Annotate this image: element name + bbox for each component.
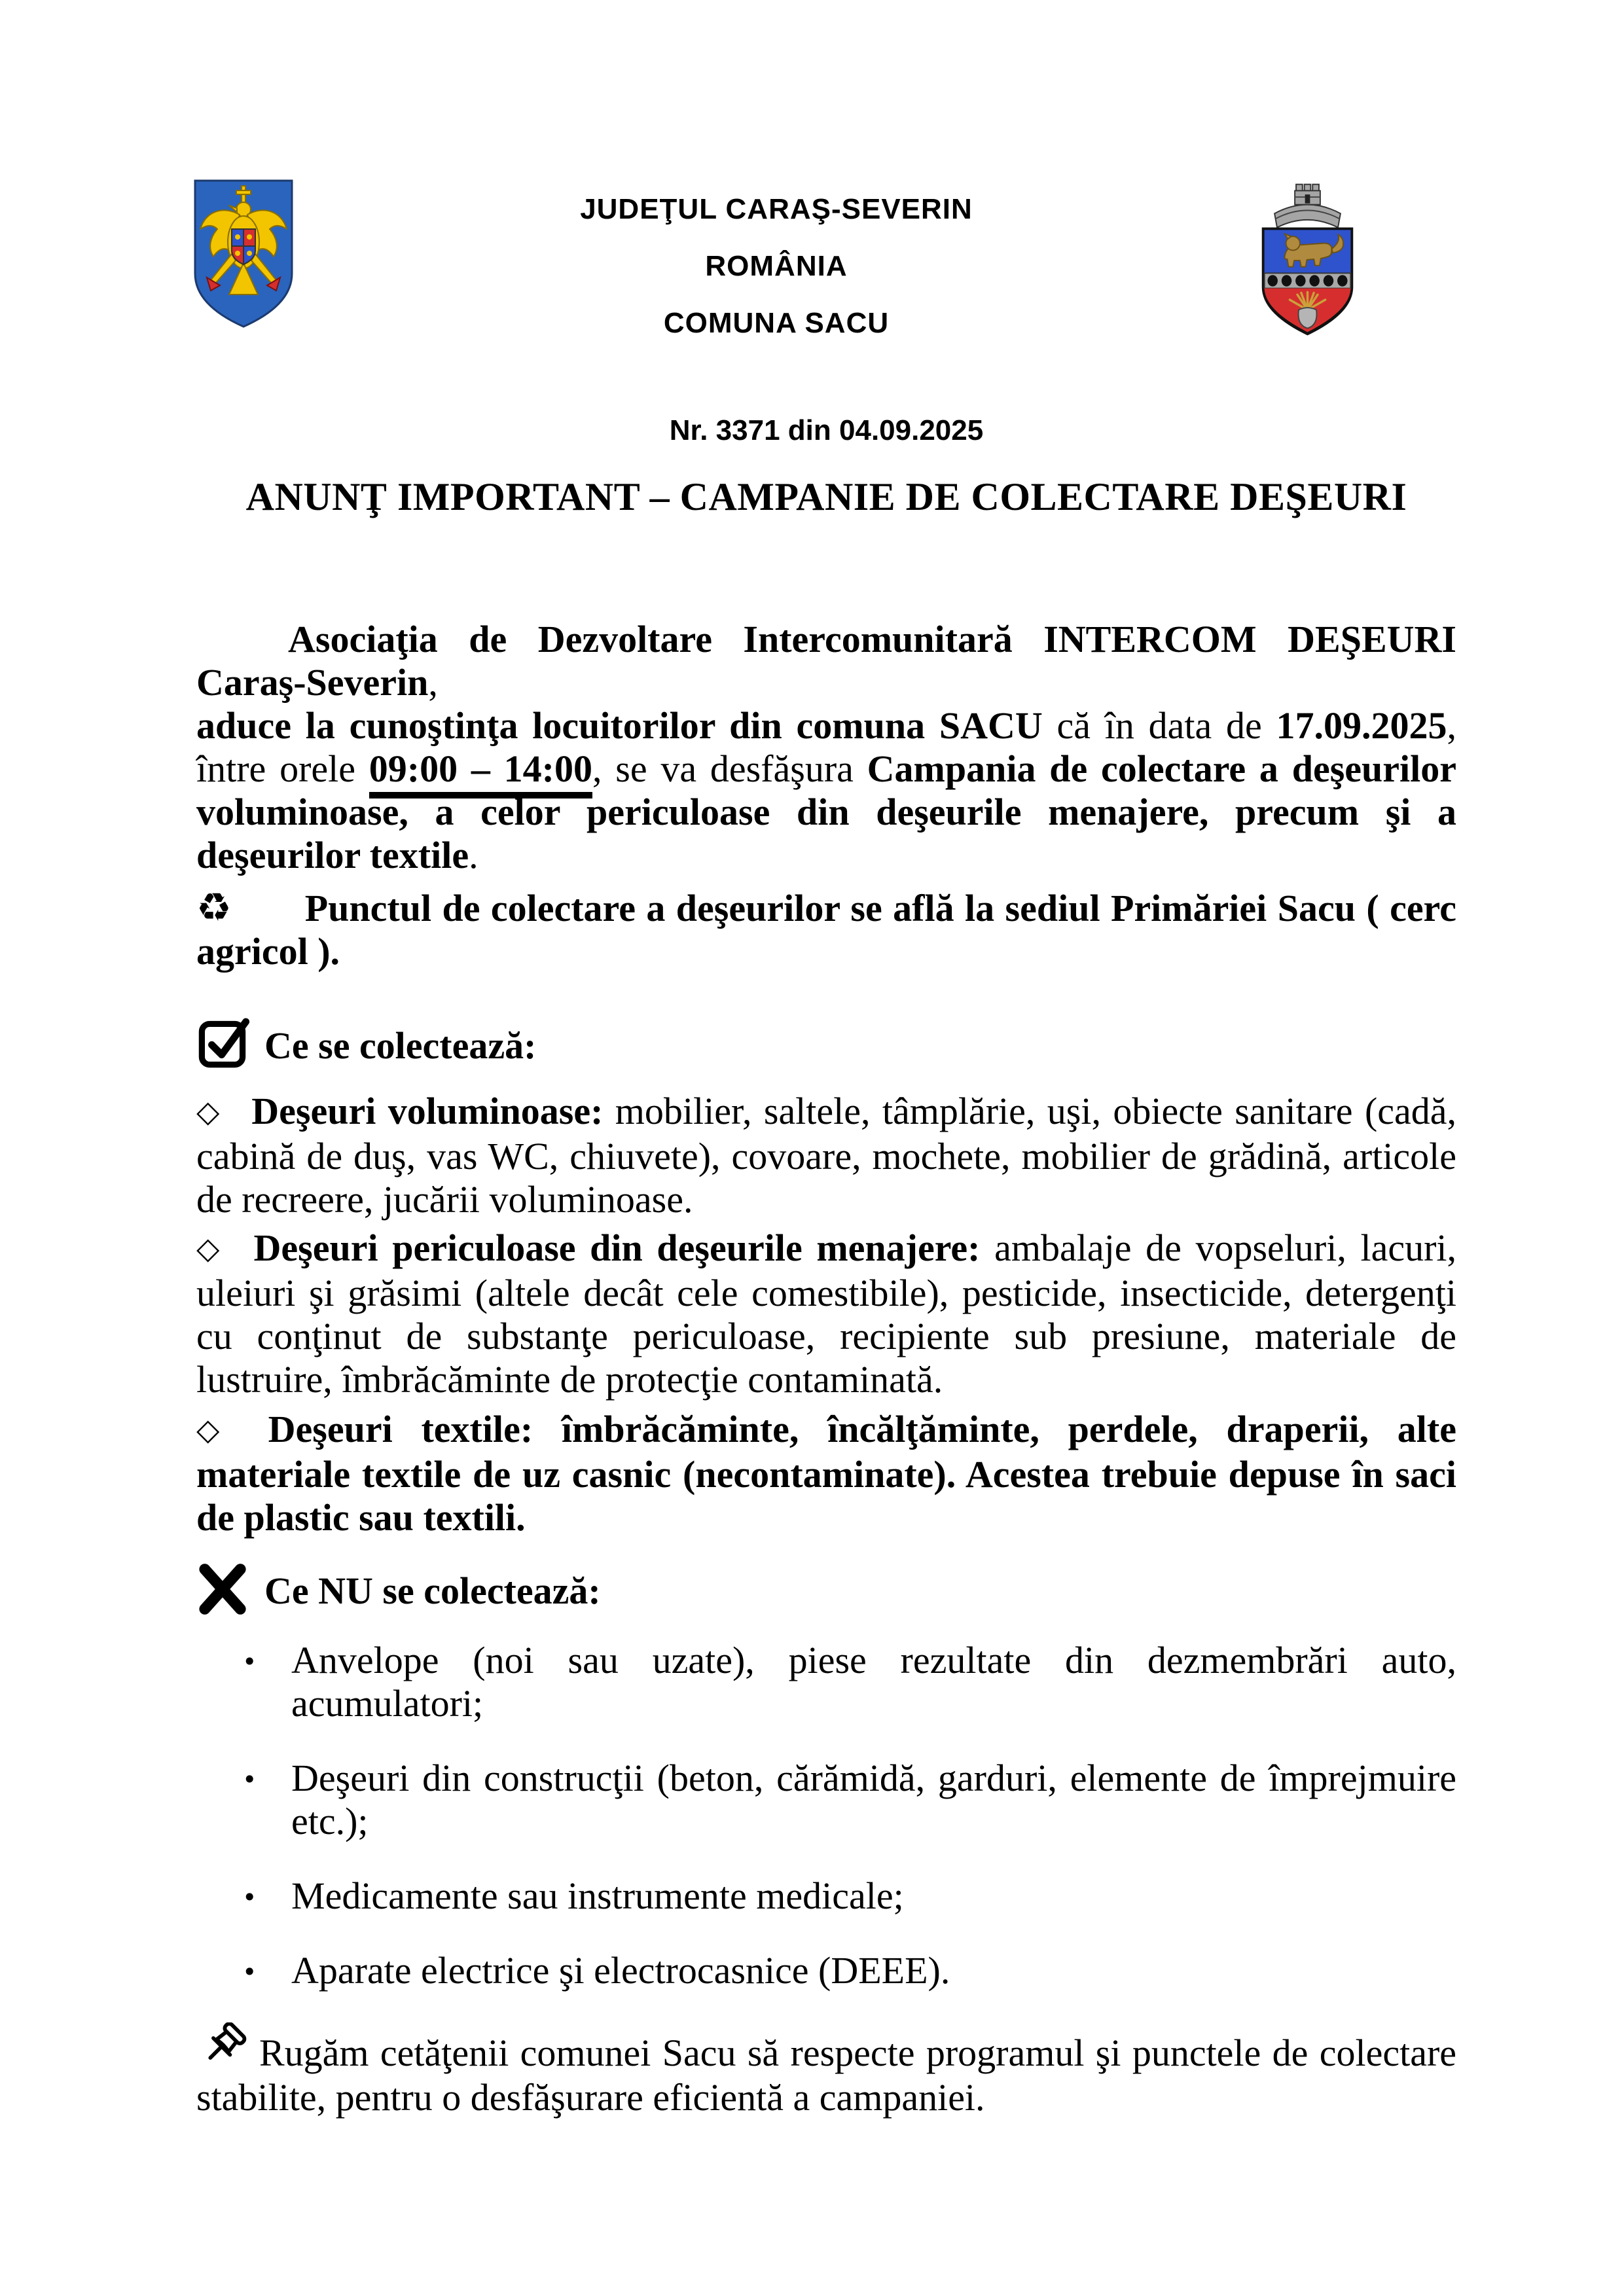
bullet-icon: •	[242, 1765, 257, 1794]
waste-category-textile	[196, 1408, 1456, 1539]
collection-point-text: Punctul de colectare a deşeurilor se află la sediul Primăriei Sacu ( cerc agricol ).	[196, 887, 1456, 973]
not-collect-heading	[196, 1562, 1456, 1621]
x-mark-icon	[196, 1563, 249, 1615]
county-name: JUDEŢUL CARAŞ-SEVERIN	[580, 193, 973, 225]
closing-text: Rugăm cetăţenii comunei Sacu să respecte programul şi punctele de colectare stabilite, pentru o desfăşurare eficientă a campaniei.	[196, 2032, 1456, 2119]
excluded-list	[196, 1639, 1456, 1992]
excluded-item-text: Anvelope (noi sau uzate), piese rezultate din dezmembrări auto, acumulatori;	[291, 1639, 1456, 1725]
collection-point-paragraph	[196, 886, 1456, 973]
diamond-bullet-icon: ◇	[196, 1230, 225, 1266]
header-text-block	[296, 177, 1257, 351]
document-number: Nr. 3371 din 04.09.2025	[669, 414, 984, 446]
document-header	[196, 177, 1456, 351]
waste-category-bulky	[196, 1090, 1456, 1221]
excluded-item	[196, 1757, 1456, 1843]
recycle-icon: ♻	[196, 885, 233, 931]
checkbox-checked-icon	[196, 1015, 251, 1070]
pushpin-icon	[196, 2022, 250, 2076]
excluded-item-text: Deşeuri din construcţii (beton, cărămidă, garduri, elemente de împrejmuire etc.);	[291, 1757, 1456, 1842]
waste-category-bulky-text: Deşeuri voluminoase: mobilier, saltele, tâmplărie, uşi, obiecte sanitare (cadă, cabină de duş, vas WC, chiuvete), covoare, mochete, mobilier de grădină, articole de recreere, jucării voluminoase.	[196, 1090, 1456, 1221]
not-collect-heading-text: Ce NU se colectează:	[264, 1570, 601, 1612]
waste-category-textile-text: Deşeuri textile: îmbrăcăminte, încălţăminte, perdele, draperii, alte materiale textile de uz casnic (necontaminate). Acestea trebuie depuse în saci de plastic sau textili.	[196, 1408, 1456, 1539]
country-name: ROMÂNIA	[705, 250, 848, 282]
bullet-icon: •	[242, 1647, 257, 1676]
diamond-bullet-icon: ◇	[196, 1094, 223, 1129]
closing-paragraph	[196, 2022, 1456, 2119]
waste-category-hazardous	[196, 1227, 1456, 1401]
commune-name: COMUNA SACU	[663, 307, 890, 339]
bullet-icon: •	[242, 1883, 257, 1912]
collect-heading	[196, 1015, 1456, 1075]
excluded-item	[196, 1639, 1456, 1725]
diamond-bullet-icon: ◇	[196, 1412, 239, 1447]
excluded-item-text: Medicamente sau instrumente medicale;	[291, 1874, 904, 1917]
coat-of-arms-romania	[191, 177, 296, 331]
intro-paragraph: Asociaţia de Dezvoltare Intercomunitară INTERCOM DEŞEURI Caraş-Severin, aduce la cunoştinţa locuitorilor din comuna SACU că în data de 17.09.2025, între orele 09:00 – 14:00, se va desfăşura Campania de colectare a deşeurilor voluminoase, a celor periculoase din deşeurile menajere, precum şi a deşeurilor textile.	[196, 618, 1457, 876]
excluded-item	[196, 1949, 1456, 1992]
excluded-item	[196, 1874, 1456, 1918]
excluded-item-text: Aparate electrice şi electrocasnice (DEEE).	[291, 1949, 950, 1992]
waste-category-hazardous-text: Deşeuri periculoase din deşeurile menajere: ambalaje de vopseluri, lacuri, uleiuri şi grăsimi (altele decât cele comestibile), pesticide, insecticide, detergenţi cu conţinut de substanţe periculoase, recipiente sub presiune, materiale de lustruire, îmbrăcăminte de protecţie contaminată.	[196, 1227, 1456, 1401]
document-title: ANUNŢ IMPORTANT – CAMPANIE DE COLECTARE DEŞEURI	[245, 475, 1407, 518]
coat-of-arms-sacu	[1257, 177, 1358, 340]
bullet-icon: •	[242, 1958, 257, 1986]
collect-heading-text: Ce se colectează:	[264, 1024, 537, 1067]
